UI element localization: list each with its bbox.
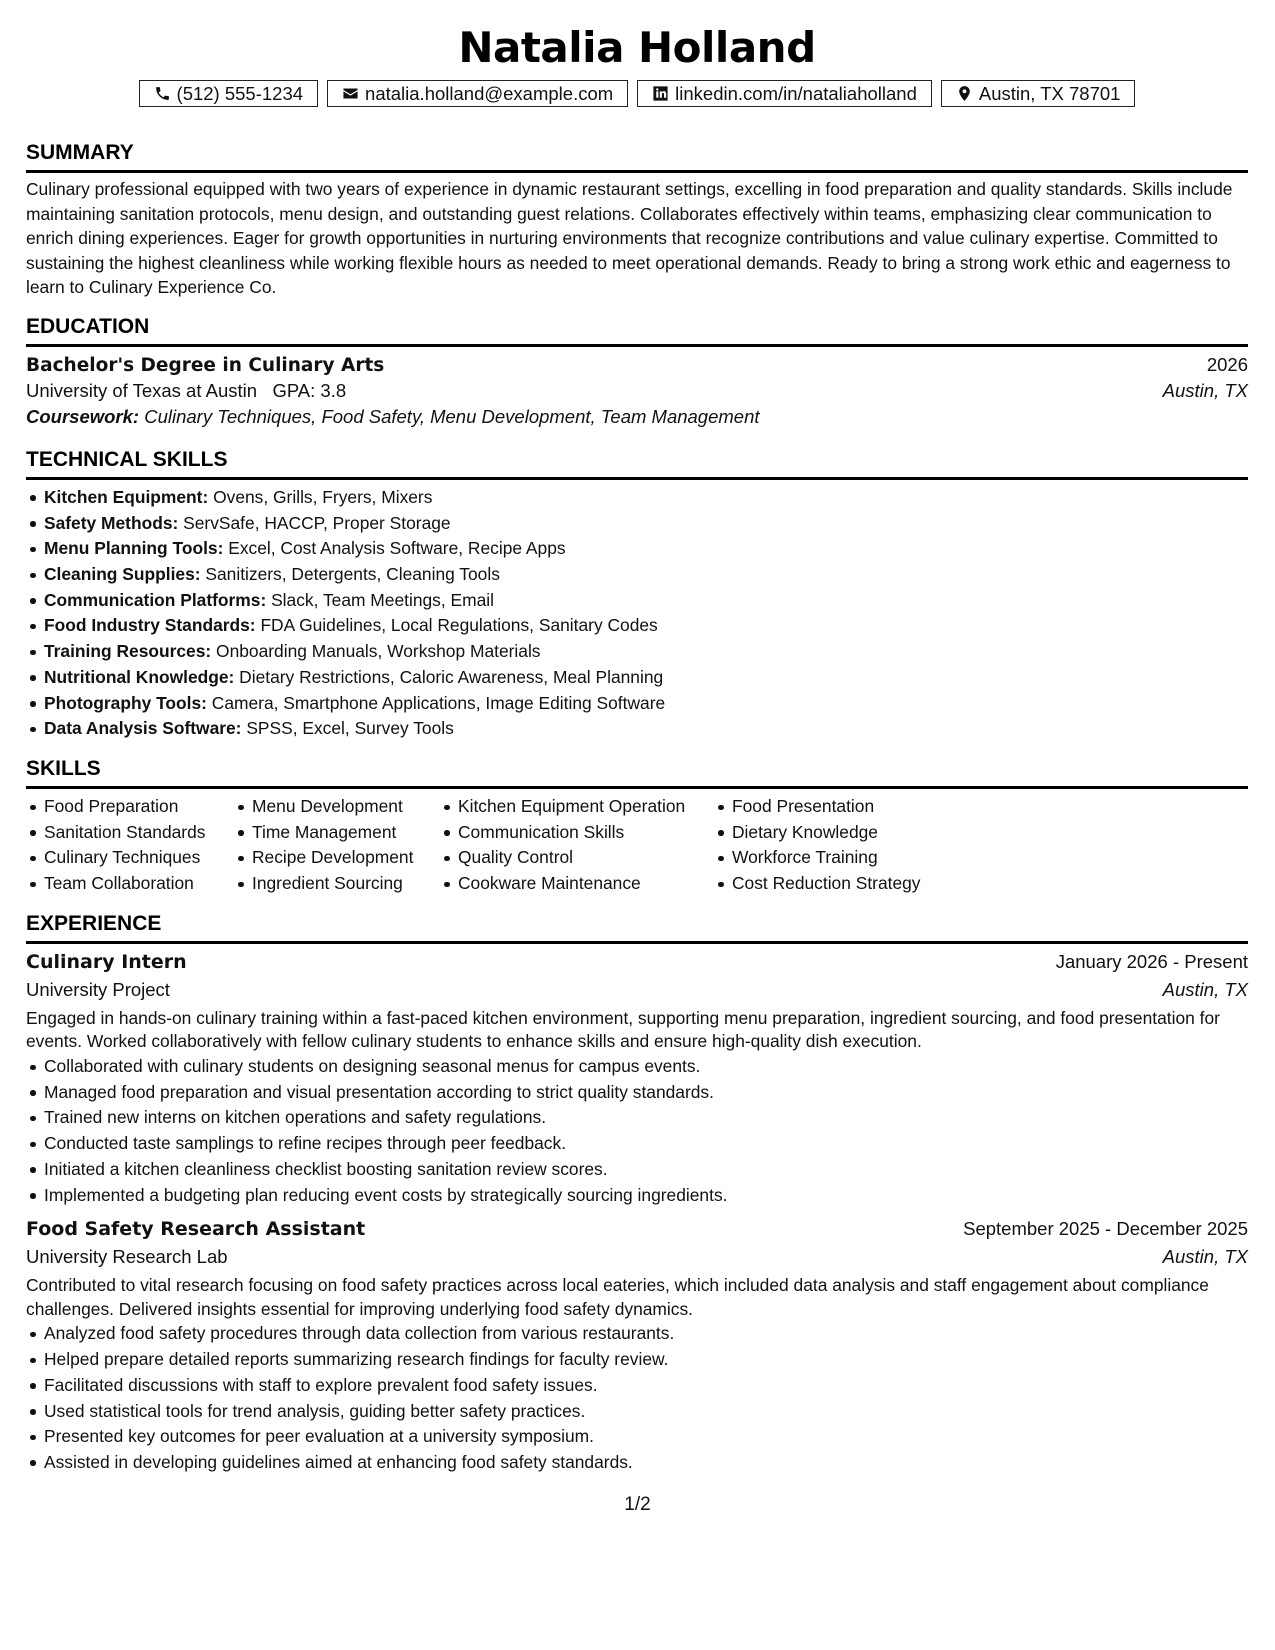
list-item: Workforce Training xyxy=(732,845,972,871)
job-title: Culinary Intern xyxy=(26,950,187,973)
list-item: Quality Control xyxy=(458,845,714,871)
list-item xyxy=(44,716,1248,742)
map-pin-icon xyxy=(956,85,973,102)
list-item xyxy=(44,536,1248,562)
skill-category-value: Camera, Smartphone Applications, Image Editing Software xyxy=(211,692,666,713)
school-location: Austin, TX xyxy=(1162,379,1248,401)
skill-category-value: Sanitizers, Detergents, Cleaning Tools xyxy=(205,564,500,585)
education-school-row xyxy=(26,380,1248,402)
skills-column-4 xyxy=(714,794,972,897)
list-item xyxy=(44,485,1248,511)
list-item: Assisted in developing guidelines aimed at enhancing food safety standards. xyxy=(44,1450,1248,1476)
section-title-technical-skills: TECHNICAL SKILLS xyxy=(26,447,1248,480)
job-description: Engaged in hands-on culinary training within a fast-paced kitchen environment, supporting menu preparation, ingredient sourcing, and food presentation for events. Worked collaboratively with fellow culinary students to enhance skills and ensure high-quality dish execution. xyxy=(26,1007,1220,1052)
job-header-row xyxy=(26,951,1248,973)
list-item: Initiated a kitchen cleanliness checklist boosting sanitation review scores. xyxy=(44,1157,1248,1183)
list-item: Used statistical tools for trend analysis, guiding better safety practices. xyxy=(44,1399,1248,1425)
job-location: Austin, TX xyxy=(1162,978,1248,1000)
list-item: Dietary Knowledge xyxy=(732,820,972,846)
list-item: Implemented a budgeting plan reducing event costs by strategically sourcing ingredients. xyxy=(44,1183,1248,1209)
technical-skills-list xyxy=(26,485,1248,742)
list-item xyxy=(44,613,1248,639)
job-dates: September 2025 - December 2025 xyxy=(963,1218,1248,1240)
list-item: Recipe Development xyxy=(252,845,440,871)
job-org-row xyxy=(26,1246,1248,1268)
list-item xyxy=(44,665,1248,691)
job-header-row xyxy=(26,1218,1248,1240)
skills-section xyxy=(26,756,1248,897)
skill-category-label: Communication Platforms: xyxy=(44,589,267,610)
list-item: Conducted taste samplings to refine recipes through peer feedback. xyxy=(44,1131,1248,1157)
coursework-list: Culinary Techniques, Food Safety, Menu Development, Team Management xyxy=(144,405,760,427)
skill-category-value: SPSS, Excel, Survey Tools xyxy=(246,718,454,739)
skill-category-label: Cleaning Supplies: xyxy=(44,564,201,585)
list-item: Team Collaboration xyxy=(44,871,234,897)
skill-category-label: Data Analysis Software: xyxy=(44,718,242,739)
skills-column-2 xyxy=(234,794,440,897)
skill-category-label: Food Industry Standards: xyxy=(44,615,256,636)
gpa: GPA: 3.8 xyxy=(272,379,347,401)
skill-category-value: Slack, Team Meetings, Email xyxy=(271,589,495,610)
summary-section xyxy=(26,140,1248,300)
list-item: Culinary Techniques xyxy=(44,845,234,871)
skills-column-3 xyxy=(440,794,714,897)
job-description: Contributed to vital research focusing on food safety practices across local eateries, which included data analysis and staff engagement about compliance challenges. Delivered insights essential for improving underlying food safety dynamics. xyxy=(26,1275,1209,1319)
list-item: Helped prepare detailed reports summarizing research findings for faculty review. xyxy=(44,1347,1248,1373)
phone-text: (512) 555-1234 xyxy=(176,82,304,104)
job-bullets xyxy=(26,1054,1248,1208)
skill-category-value: ServSafe, HACCP, Proper Storage xyxy=(183,512,451,533)
linkedin-icon xyxy=(652,85,669,102)
skill-category-label: Menu Planning Tools: xyxy=(44,538,224,559)
school-line xyxy=(26,380,346,402)
location-contact xyxy=(941,80,1136,107)
list-item: Presented key outcomes for peer evaluation at a university symposium. xyxy=(44,1424,1248,1450)
job-organization: University Research Lab xyxy=(26,1246,228,1268)
skill-category-label: Training Resources: xyxy=(44,641,212,662)
list-item: Cookware Maintenance xyxy=(458,871,714,897)
education-header-row xyxy=(26,354,1248,376)
skill-category-value: FDA Guidelines, Local Regulations, Sanitary Codes xyxy=(260,615,658,636)
linkedin-text: linkedin.com/in/nataliaholland xyxy=(675,82,917,104)
skill-category-label: Safety Methods: xyxy=(44,512,179,533)
degree-name: Bachelor's Degree in Culinary Arts xyxy=(26,354,385,376)
section-title-education: EDUCATION xyxy=(26,314,1248,347)
job-bullets xyxy=(26,1321,1248,1475)
skill-category-value: Excel, Cost Analysis Software, Recipe Apps xyxy=(228,538,566,559)
list-item: Sanitation Standards xyxy=(44,820,234,846)
summary-text: Culinary professional equipped with two years of experience in dynamic restaurant settings, excelling in food preparation and quality standards. Skills include maintaining sanitation protocols, menu design, and outstanding guest relations. Collaborates effectively within teams, emphasizing clear communication to enrich dining experiences. Eager for growth opportunities in nurturing environments that recognize contributions and value culinary expertise. Committed to sustaining the highest cleanliness while working flexible hours as needed to meet operational demands. Ready to bring a strong work ethic and eagerness to learn to Culinary Experience Co. xyxy=(26,179,1233,298)
section-title-summary: SUMMARY xyxy=(26,140,1248,173)
email-contact[interactable] xyxy=(327,80,628,107)
list-item: Food Preparation xyxy=(44,794,234,820)
list-item: Analyzed food safety procedures through data collection from various restaurants. xyxy=(44,1321,1248,1347)
coursework-label: Coursework: xyxy=(26,405,140,427)
skill-category-value: Ovens, Grills, Fryers, Mixers xyxy=(213,486,433,507)
skill-category-label: Nutritional Knowledge: xyxy=(44,666,235,687)
skill-category-value: Onboarding Manuals, Workshop Materials xyxy=(216,641,541,662)
list-item xyxy=(44,691,1248,717)
list-item: Ingredient Sourcing xyxy=(252,871,440,897)
list-item: Time Management xyxy=(252,820,440,846)
phone-icon xyxy=(154,85,171,102)
candidate-name: Natalia Holland xyxy=(458,23,816,72)
list-item: Food Presentation xyxy=(732,794,972,820)
list-item xyxy=(44,639,1248,665)
phone-contact[interactable] xyxy=(139,80,319,107)
email-text: natalia.holland@example.com xyxy=(365,82,614,104)
skill-category-label: Kitchen Equipment: xyxy=(44,486,209,507)
list-item xyxy=(44,588,1248,614)
list-item xyxy=(44,511,1248,537)
skills-grid xyxy=(26,794,1248,897)
job-location: Austin, TX xyxy=(1162,1246,1248,1268)
list-item: Kitchen Equipment Operation xyxy=(458,794,714,820)
skill-category-value: Dietary Restrictions, Caloric Awareness, Meal Planning xyxy=(239,666,664,687)
experience-section xyxy=(26,911,1248,1476)
list-item: Menu Development xyxy=(252,794,440,820)
job-entry xyxy=(26,1218,1248,1475)
list-item: Cost Reduction Strategy xyxy=(732,871,972,897)
graduation-year: 2026 xyxy=(1206,353,1248,375)
job-dates: January 2026 - Present xyxy=(1055,950,1248,972)
envelope-icon xyxy=(342,85,359,102)
job-entry xyxy=(26,951,1248,1208)
education-section xyxy=(26,314,1248,428)
job-organization: University Project xyxy=(26,978,170,1000)
school-name: University of Texas at Austin xyxy=(26,379,258,401)
resume-page xyxy=(26,22,1248,1476)
list-item: Managed food preparation and visual presentation according to strict quality standards. xyxy=(44,1080,1248,1106)
list-item: Facilitated discussions with staff to explore prevalent food safety issues. xyxy=(44,1373,1248,1399)
contact-bar xyxy=(26,80,1248,107)
job-title: Food Safety Research Assistant xyxy=(26,1218,366,1241)
skills-column-1 xyxy=(26,794,234,897)
section-title-skills: SKILLS xyxy=(26,756,1248,789)
section-title-experience: EXPERIENCE xyxy=(26,911,1248,944)
list-item xyxy=(44,562,1248,588)
coursework-line xyxy=(26,406,1248,428)
skill-category-label: Photography Tools: xyxy=(44,692,207,713)
page-number: 1/2 xyxy=(624,1494,651,1515)
location-text: Austin, TX 78701 xyxy=(978,82,1121,104)
list-item: Communication Skills xyxy=(458,820,714,846)
list-item: Collaborated with culinary students on designing seasonal menus for campus events. xyxy=(44,1054,1248,1080)
linkedin-contact[interactable] xyxy=(637,80,932,107)
job-org-row xyxy=(26,979,1248,1001)
list-item: Trained new interns on kitchen operations and safety regulations. xyxy=(44,1105,1248,1131)
technical-skills-section xyxy=(26,447,1248,742)
